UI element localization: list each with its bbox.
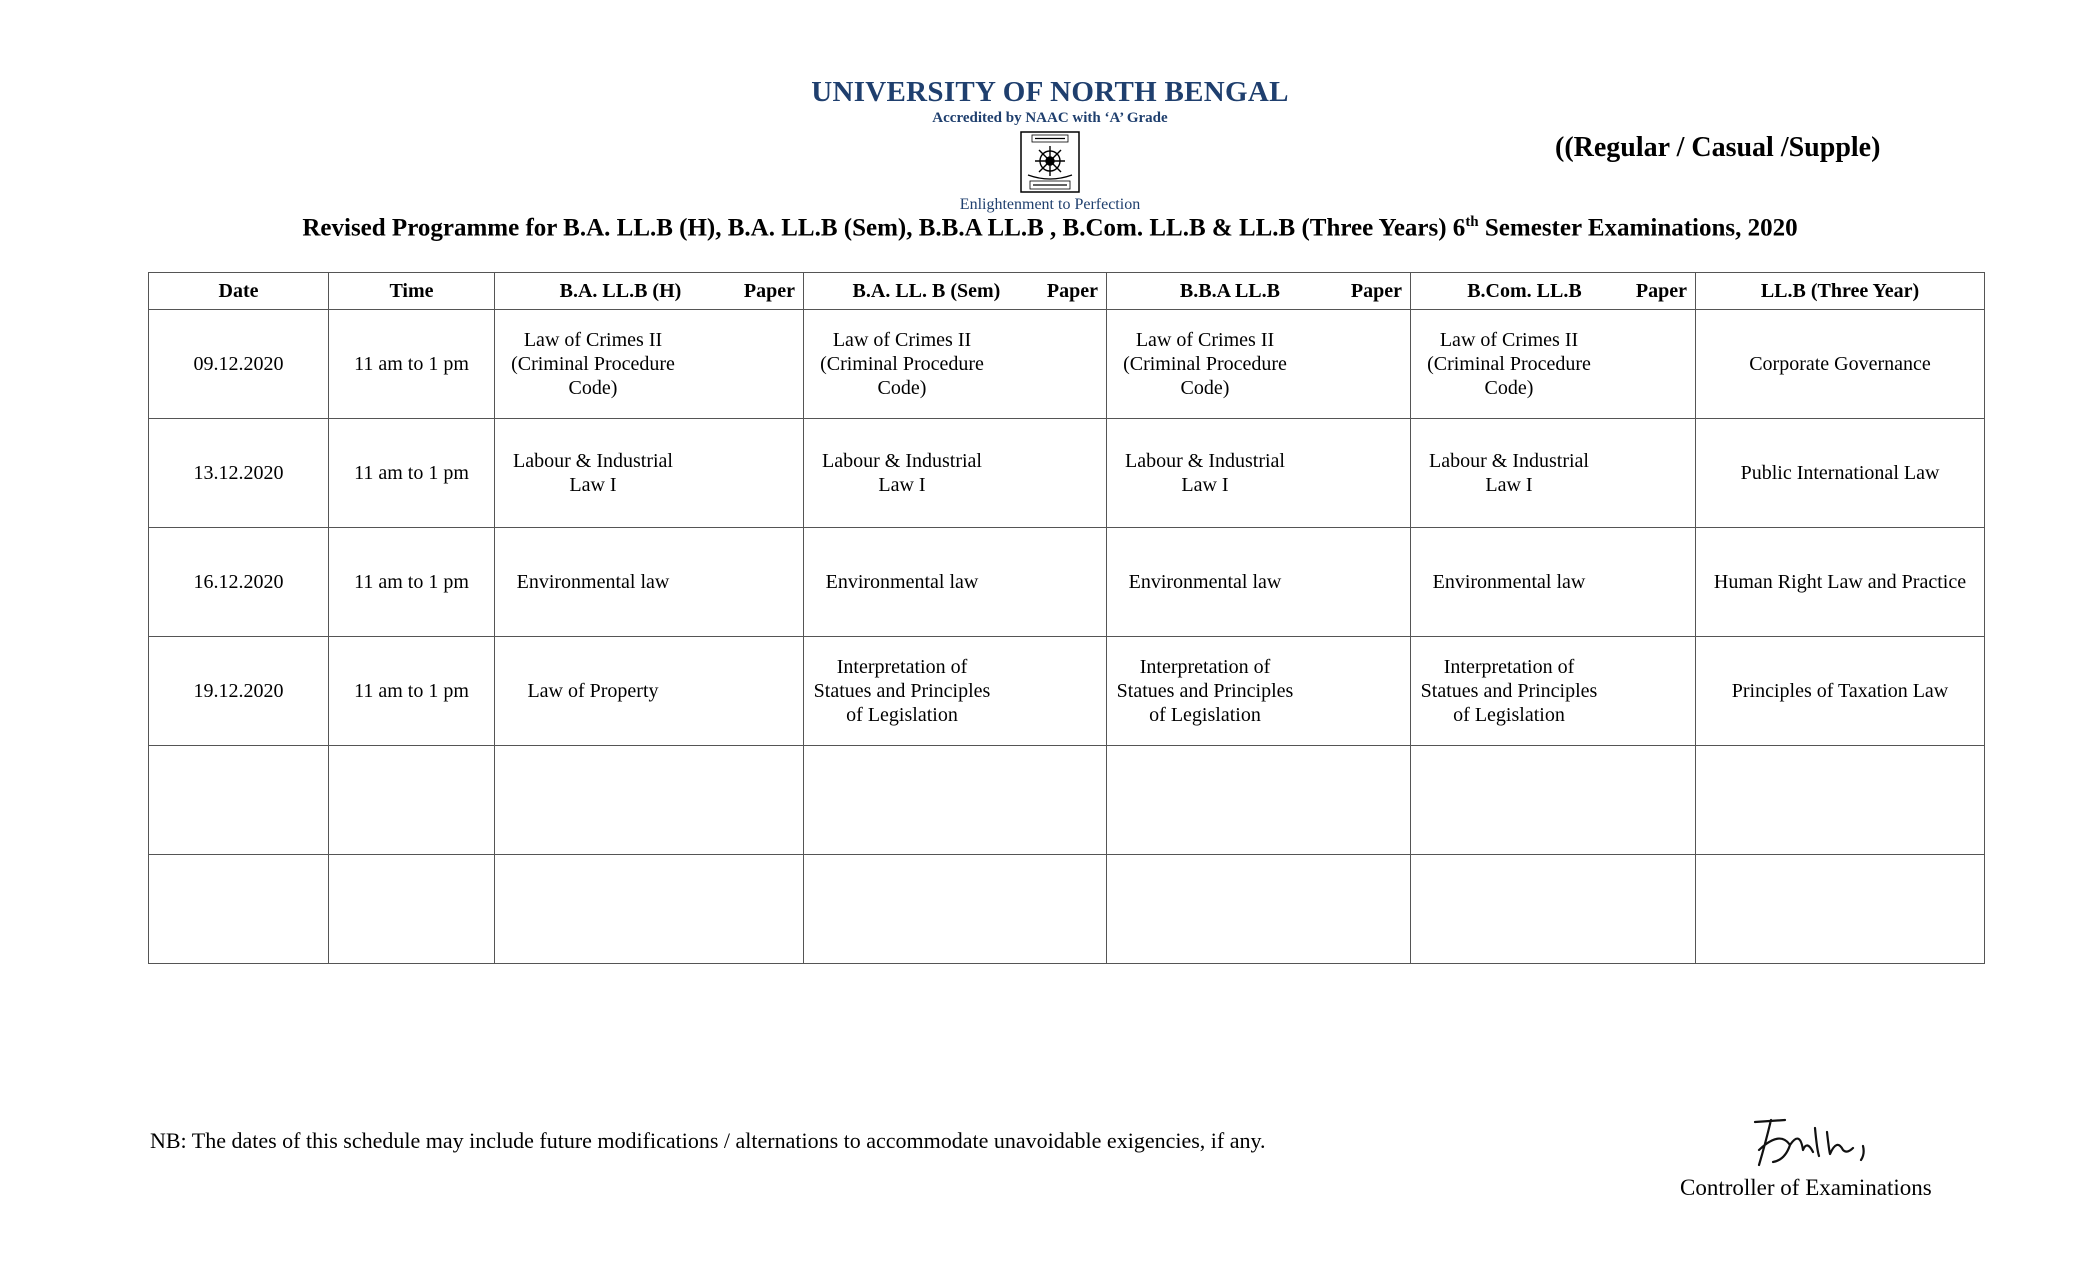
column-header-label: B.B.A LL.B [1179, 280, 1280, 302]
accreditation-text: Accredited by NAAC with ‘A’ Grade [932, 110, 1168, 126]
time-cell [329, 855, 495, 964]
paper-cell: Interpretation of Statues and Principles of Legislation [1107, 637, 1411, 746]
university-motto: Enlightenment to Perfection [959, 196, 1141, 213]
paper-cell [1696, 746, 1985, 855]
table-row [149, 637, 1985, 746]
column-header-date: Date [149, 273, 329, 310]
exam-type-label: ((Regular / Casual /Supple) [1555, 132, 1881, 163]
column-header-ba-llb-h [495, 273, 804, 310]
table-row [149, 855, 1985, 964]
table-row [149, 310, 1985, 419]
column-header-paper: Paper [743, 280, 795, 302]
column-header-paper: Paper [1046, 280, 1098, 302]
paper-cell [495, 746, 804, 855]
paper-cell [1107, 746, 1411, 855]
table-row [149, 528, 1985, 637]
paper-cell: Corporate Governance [1696, 310, 1985, 419]
paper-cell [1107, 855, 1411, 964]
paper-cell: Labour & Industrial Law I [804, 419, 1107, 528]
time-cell [329, 746, 495, 855]
paper-cell [804, 746, 1107, 855]
paper-cell [1411, 746, 1696, 855]
paper-cell: Labour & Industrial Law I [1411, 419, 1696, 528]
paper-cell: Interpretation of Statues and Principles of Legislation [804, 637, 1107, 746]
programme-title [0, 214, 2100, 242]
column-header-label: B.Com. LL.B [1467, 280, 1582, 302]
time-cell: 11 am to 1 pm [329, 637, 495, 746]
paper-cell [495, 855, 804, 964]
date-cell: 09.12.2020 [149, 310, 329, 419]
paper-cell [804, 855, 1107, 964]
table-header-row [149, 273, 1985, 310]
column-header-label: B.A. LL.B (H) [559, 280, 682, 302]
column-header-time: Time [329, 273, 495, 310]
time-cell: 11 am to 1 pm [329, 528, 495, 637]
column-header-bcom-llb [1411, 273, 1696, 310]
programme-title-sup: th [1465, 214, 1479, 230]
column-header-paper: Paper [1635, 280, 1687, 302]
paper-cell: Law of Crimes II (Criminal Procedure Code) [495, 310, 804, 419]
date-cell [149, 855, 329, 964]
time-cell: 11 am to 1 pm [329, 419, 495, 528]
nb-note: NB: The dates of this schedule may include future modifications / alternations to accommodate unavoidable exigencies, if any. [150, 1128, 1266, 1153]
paper-cell: Public International Law [1696, 419, 1985, 528]
date-cell: 13.12.2020 [149, 419, 329, 528]
controller-label: Controller of Examinations [1680, 1175, 1932, 1200]
paper-cell: Law of Crimes II (Criminal Procedure Code) [1107, 310, 1411, 419]
column-header-llb-three-year: LL.B (Three Year) [1696, 273, 1985, 310]
time-cell: 11 am to 1 pm [329, 310, 495, 419]
paper-cell [1411, 855, 1696, 964]
paper-cell: Interpretation of Statues and Principles of Legislation [1411, 637, 1696, 746]
paper-cell: Law of Property [495, 637, 804, 746]
column-header-ba-llb-sem [804, 273, 1107, 310]
paper-cell: Environmental law [804, 528, 1107, 637]
column-header-paper: Paper [1350, 280, 1402, 302]
column-header-bba-llb [1107, 273, 1411, 310]
programme-title-end: Semester Examinations, 2020 [1478, 214, 1798, 242]
column-header-label: B.A. LL. B (Sem) [852, 280, 1001, 302]
signature [1745, 1110, 1895, 1180]
paper-cell: Law of Crimes II (Criminal Procedure Code) [1411, 310, 1696, 419]
paper-cell: Environmental law [1107, 528, 1411, 637]
paper-cell: Human Right Law and Practice [1696, 528, 1985, 637]
table-row [149, 419, 1985, 528]
paper-cell: Labour & Industrial Law I [495, 419, 804, 528]
date-cell [149, 746, 329, 855]
exam-schedule-table [148, 272, 1985, 964]
paper-cell: Environmental law [1411, 528, 1696, 637]
date-cell: 16.12.2020 [149, 528, 329, 637]
date-cell: 19.12.2020 [149, 637, 329, 746]
paper-cell: Labour & Industrial Law I [1107, 419, 1411, 528]
paper-cell: Law of Crimes II (Criminal Procedure Code) [804, 310, 1107, 419]
university-title: UNIVERSITY OF NORTH BENGAL [811, 76, 1289, 108]
paper-cell [1696, 855, 1985, 964]
paper-cell: Principles of Taxation Law [1696, 637, 1985, 746]
programme-title-main: Revised Programme for B.A. LL.B (H), B.A. LL.B (Sem), B.B.A LL.B , B.Com. LL.B & LL.B (Three Years) 6 [302, 214, 1466, 242]
university-logo [1020, 131, 1080, 193]
paper-cell: Environmental law [495, 528, 804, 637]
table-row [149, 746, 1985, 855]
